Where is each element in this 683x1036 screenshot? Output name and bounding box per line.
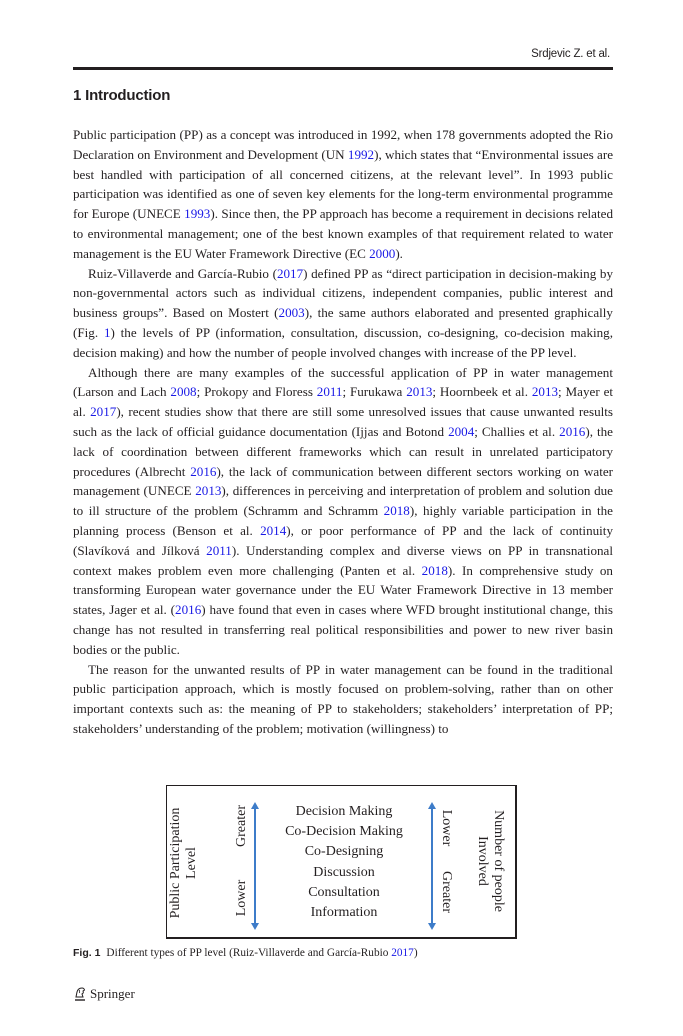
left-axis-title-line2: Level (184, 847, 199, 879)
citation-link[interactable]: 2004 (448, 423, 475, 439)
paragraph-text: ; Mayer et al. (73, 384, 614, 420)
citation-link[interactable]: 2011 (206, 542, 232, 558)
paragraph-text: Although there are many examples of the successful application of PP in water management (Larson and Lach (73, 364, 613, 400)
citation-link[interactable]: 1 (103, 324, 111, 340)
paragraph-text: The reason for the unwanted results of PP in water management can be found in the traditional public participation approach, which is mostly focused on problem-solving, rather than on other important contexts such as: the meaning of PP to stakeholders; stakeholders’ interpretation of PP; stakeholders’ understanding of the problem; motivation (willingness) to (73, 661, 613, 736)
left-scale-high-label: Greater (234, 805, 249, 847)
header-rule (73, 67, 613, 70)
paragraph-text: ). Understanding complex and diverse views on PP in transnational context makes problem even more challenging (Panten et al. (73, 542, 613, 578)
publisher-footer (73, 986, 135, 1002)
right-axis-title (472, 796, 506, 926)
pp-level-item: Information (310, 905, 378, 921)
citation-link[interactable]: 2000 (369, 245, 396, 261)
paragraph-text: ) have found that even in cases where WFD brought institutional change, this change has not resulted in transferring real political responsibilities and power to new river basin bodies or the public. (73, 602, 613, 657)
paragraph-text: ) the levels of PP (information, consultation, discussion, co-designing, co-decision making, decision making) and how the number of people involved changes with increase of the PP level. (73, 324, 614, 360)
paragraph-text: ), highly variable participation in the planning process (Benson et al. (73, 503, 613, 538)
paragraph (73, 660, 613, 739)
citation-link[interactable]: 1992 (347, 146, 375, 162)
citation-link[interactable]: 2003 (278, 305, 305, 321)
paragraph-text: ), which states that “Environmental issues are best handled with participation of all concerned citizens, at the relevant level”. In 1993 public participation was identified as one of seven key elements for the long-term environmental programme for Europe (UNECE (73, 146, 614, 222)
paragraph-text: ) defined PP as “direct participation in decision-making by non-governmental actors such as individual citizens, independent companies, public interest and business groups”. Based on Mostert ( (73, 265, 613, 321)
paragraph (73, 264, 613, 363)
pp-level-item: Decision Making (295, 804, 393, 819)
paragraph-text: ). Since then, the PP approach has become a requirement in decisions related to environmental management; one of the best known examples of that requirement related to water management is the EU Water Framework Directive (EC (73, 206, 613, 261)
left-double-arrow-icon (254, 808, 256, 924)
left-scale-low-label: Lower (234, 879, 249, 917)
paragraph-text: ), recent studies show that there are still some unresolved issues that cause unwanted results such as the lack of official guidance documentation (Ijjas and Botond (73, 404, 613, 439)
paragraph-text: ), differences in perceiving and interpretation of problem and solution due to ill structure of the problem (Schramm and Schramm (73, 483, 613, 519)
paragraph-text: ; Prokopy and Floress (196, 384, 317, 400)
left-axis-title-line1: Public Participation (168, 807, 183, 919)
paragraph-text: ; Challies et al. (474, 423, 560, 439)
citation-link[interactable]: 2013 (406, 384, 433, 400)
paragraph (73, 363, 613, 660)
citation-link[interactable]: 2011 (316, 384, 343, 400)
right-axis-title-line1: Number of people (491, 810, 506, 912)
paragraph-text: ), the same authors elaborated and presented graphically (Fig. (73, 305, 613, 340)
citation-link[interactable]: 2017 (90, 404, 117, 420)
pp-levels-list (279, 802, 409, 923)
pp-level-item: Co-Decision Making (285, 824, 403, 840)
figure-caption-text-end: ) (413, 947, 418, 959)
figure-1 (166, 785, 517, 939)
figure-caption-citation-link[interactable]: 2017 (391, 947, 414, 959)
paragraph-text: Public participation (PP) as a concept was introduced in 1992, when 178 governments adopted the Rio Declaration on Environment and Development (UN (73, 127, 613, 162)
citation-link[interactable]: 2018 (421, 562, 448, 578)
pp-level-item: Co-Designing (304, 844, 384, 860)
springer-horse-icon (73, 986, 87, 1002)
citation-link[interactable]: 2013 (531, 384, 559, 400)
pp-level-item: Discussion (313, 864, 375, 880)
publisher-name: Springer (90, 986, 135, 1001)
citation-link[interactable]: 2016 (559, 423, 586, 439)
citation-link[interactable]: 2016 (190, 463, 217, 479)
paragraph-text: ), the lack of coordination between different frameworks which can result in unrelated participatory procedures (Albrecht (73, 423, 613, 479)
citation-link[interactable]: 2017 (276, 265, 304, 281)
paragraph-text: ). (395, 245, 403, 261)
citation-link[interactable]: 2014 (260, 522, 287, 538)
citation-link[interactable]: 2008 (170, 384, 197, 400)
citation-link[interactable]: 2013 (195, 483, 222, 499)
section-title: 1 Introduction (73, 87, 171, 104)
figure-caption (73, 947, 418, 959)
citation-link[interactable]: 2016 (175, 602, 202, 618)
left-axis-title (168, 793, 202, 933)
paragraph (73, 125, 613, 264)
right-double-arrow-icon (431, 808, 433, 924)
paragraph-text: Ruiz-Villaverde and García-Rubio ( (88, 265, 277, 281)
right-scale-low-label: Lower (439, 809, 454, 847)
figure-caption-text: Different types of PP level (Ruiz-Villaverde and García-Rubio (106, 947, 392, 959)
paragraph-text: ). In comprehensive study on transforming European water governance under the EU Water Framework Directive in 13 member states, Jager et al. ( (73, 562, 613, 618)
paragraph-text: ; Hoornbeek et al. (432, 384, 532, 400)
body-text (73, 125, 613, 739)
running-header-author: Srdjevic Z. et al. (531, 48, 610, 60)
paragraph-text: ), the lack of communication between different sectors working on water management (UNECE (73, 463, 614, 499)
citation-link[interactable]: 2018 (383, 503, 410, 519)
citation-link[interactable]: 1993 (184, 206, 211, 222)
right-scale-high-label: Greater (439, 871, 454, 913)
figure-caption-label: Fig. 1 (73, 947, 101, 959)
right-axis-title-line2: Involved (475, 836, 490, 886)
paragraph-text: ; Furukawa (342, 384, 407, 400)
pp-level-item: Consultation (308, 884, 380, 900)
paragraph-text: ), or poor performance of PP and the lack of continuity (Slavíková and Jílková (73, 522, 613, 558)
